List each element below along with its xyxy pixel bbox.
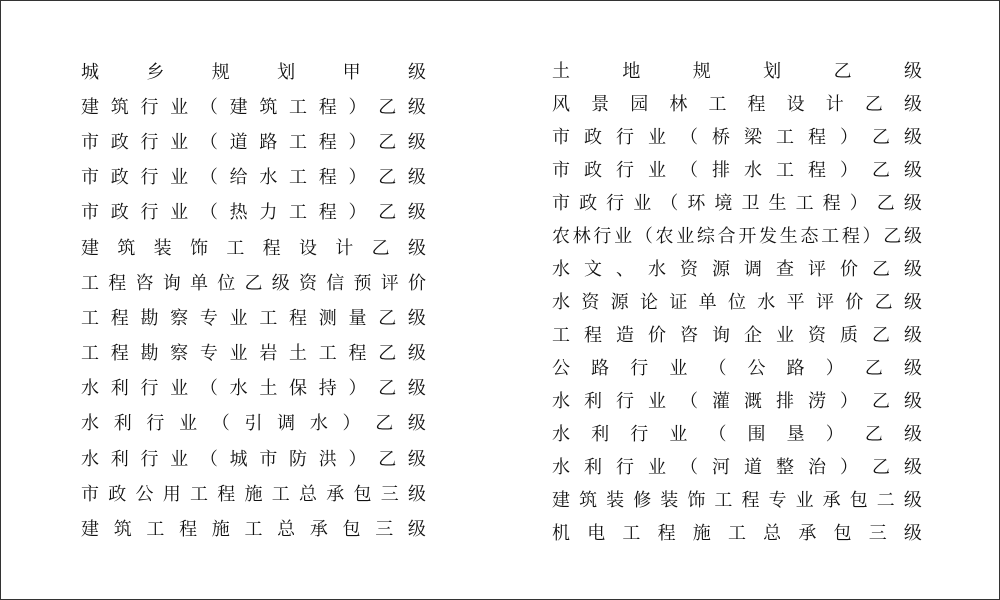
qualification-line: 市 政 行 业 （ 给 水 工 程 ） 乙 级 (81, 167, 426, 189)
qualification-line: 工 程 咨 询 单 位 乙 级 资 信 预 评 价 (81, 272, 426, 294)
qualification-line: 建 筑 行 业 （ 建 筑 工 程 ） 乙 级 (81, 96, 426, 118)
qualification-line: 机 电 工 程 施 工 总 承 包 三 级 (552, 522, 922, 544)
qualification-line: 水 利 行 业 （ 灌 溉 排 涝 ） 乙 级 (552, 390, 922, 412)
qualification-line: 市 政 行 业 （ 排 水 工 程 ） 乙 级 (552, 159, 922, 181)
qualification-line: 市 政 行 业 （ 热 力 工 程 ） 乙 级 (81, 202, 426, 224)
qualification-line: 市 政 行 业 （ 桥 梁 工 程 ） 乙 级 (552, 126, 922, 148)
qualification-line: 水 利 行 业 （ 河 道 整 治 ） 乙 级 (552, 456, 922, 478)
qualification-line: 水 文 、 水 资 源 调 查 评 价 乙 级 (552, 258, 922, 280)
qualification-line: 建 筑 工 程 施 工 总 承 包 三 级 (81, 519, 426, 541)
qualification-line: 水 利 行 业 （ 引 调 水 ） 乙 级 (81, 413, 426, 435)
qualification-line: 市 政 行 业 （ 环 境 卫 生 工 程 ） 乙 级 (552, 192, 922, 214)
qualification-line: 建 筑 装 饰 工 程 设 计 乙 级 (81, 237, 426, 259)
qualification-line: 风 景 园 林 工 程 设 计 乙 级 (552, 93, 922, 115)
right-qualification-column (552, 55, 922, 550)
qualification-line: 水 利 行 业 （ 围 垦 ） 乙 级 (552, 423, 922, 445)
qualification-line: 水 资 源 论 证 单 位 水 平 评 价 乙 级 (552, 291, 922, 313)
qualification-line: 公 路 行 业 （ 公 路 ） 乙 级 (552, 357, 922, 379)
qualification-line: 水 利 行 业 （ 水 土 保 持 ） 乙 级 (81, 378, 426, 400)
qualification-line: 城 乡 规 划 甲 级 (81, 61, 426, 83)
qualification-line: 建 筑 装 修 装 饰 工 程 专 业 承 包 二 级 (552, 489, 922, 511)
qualification-line: 市 政 行 业 （ 道 路 工 程 ） 乙 级 (81, 131, 426, 153)
left-qualification-column (81, 55, 426, 548)
qualification-line: 土 地 规 划 乙 级 (552, 60, 922, 82)
qualification-line: 市 政 公 用 工 程 施 工 总 承 包 三 级 (81, 483, 426, 505)
qualification-line: 工 程 造 价 咨 询 企 业 资 质 乙 级 (552, 324, 922, 346)
qualification-line: 工 程 勘 察 专 业 岩 土 工 程 乙 级 (81, 343, 426, 365)
qualification-line: 农 林 行 业 （ 农 业 综 合 开 发 生 态 工 程 ） 乙 级 (552, 225, 922, 247)
qualification-line: 工 程 勘 察 专 业 工 程 测 量 乙 级 (81, 307, 426, 329)
qualification-line: 水 利 行 业 （ 城 市 防 洪 ） 乙 级 (81, 448, 426, 470)
